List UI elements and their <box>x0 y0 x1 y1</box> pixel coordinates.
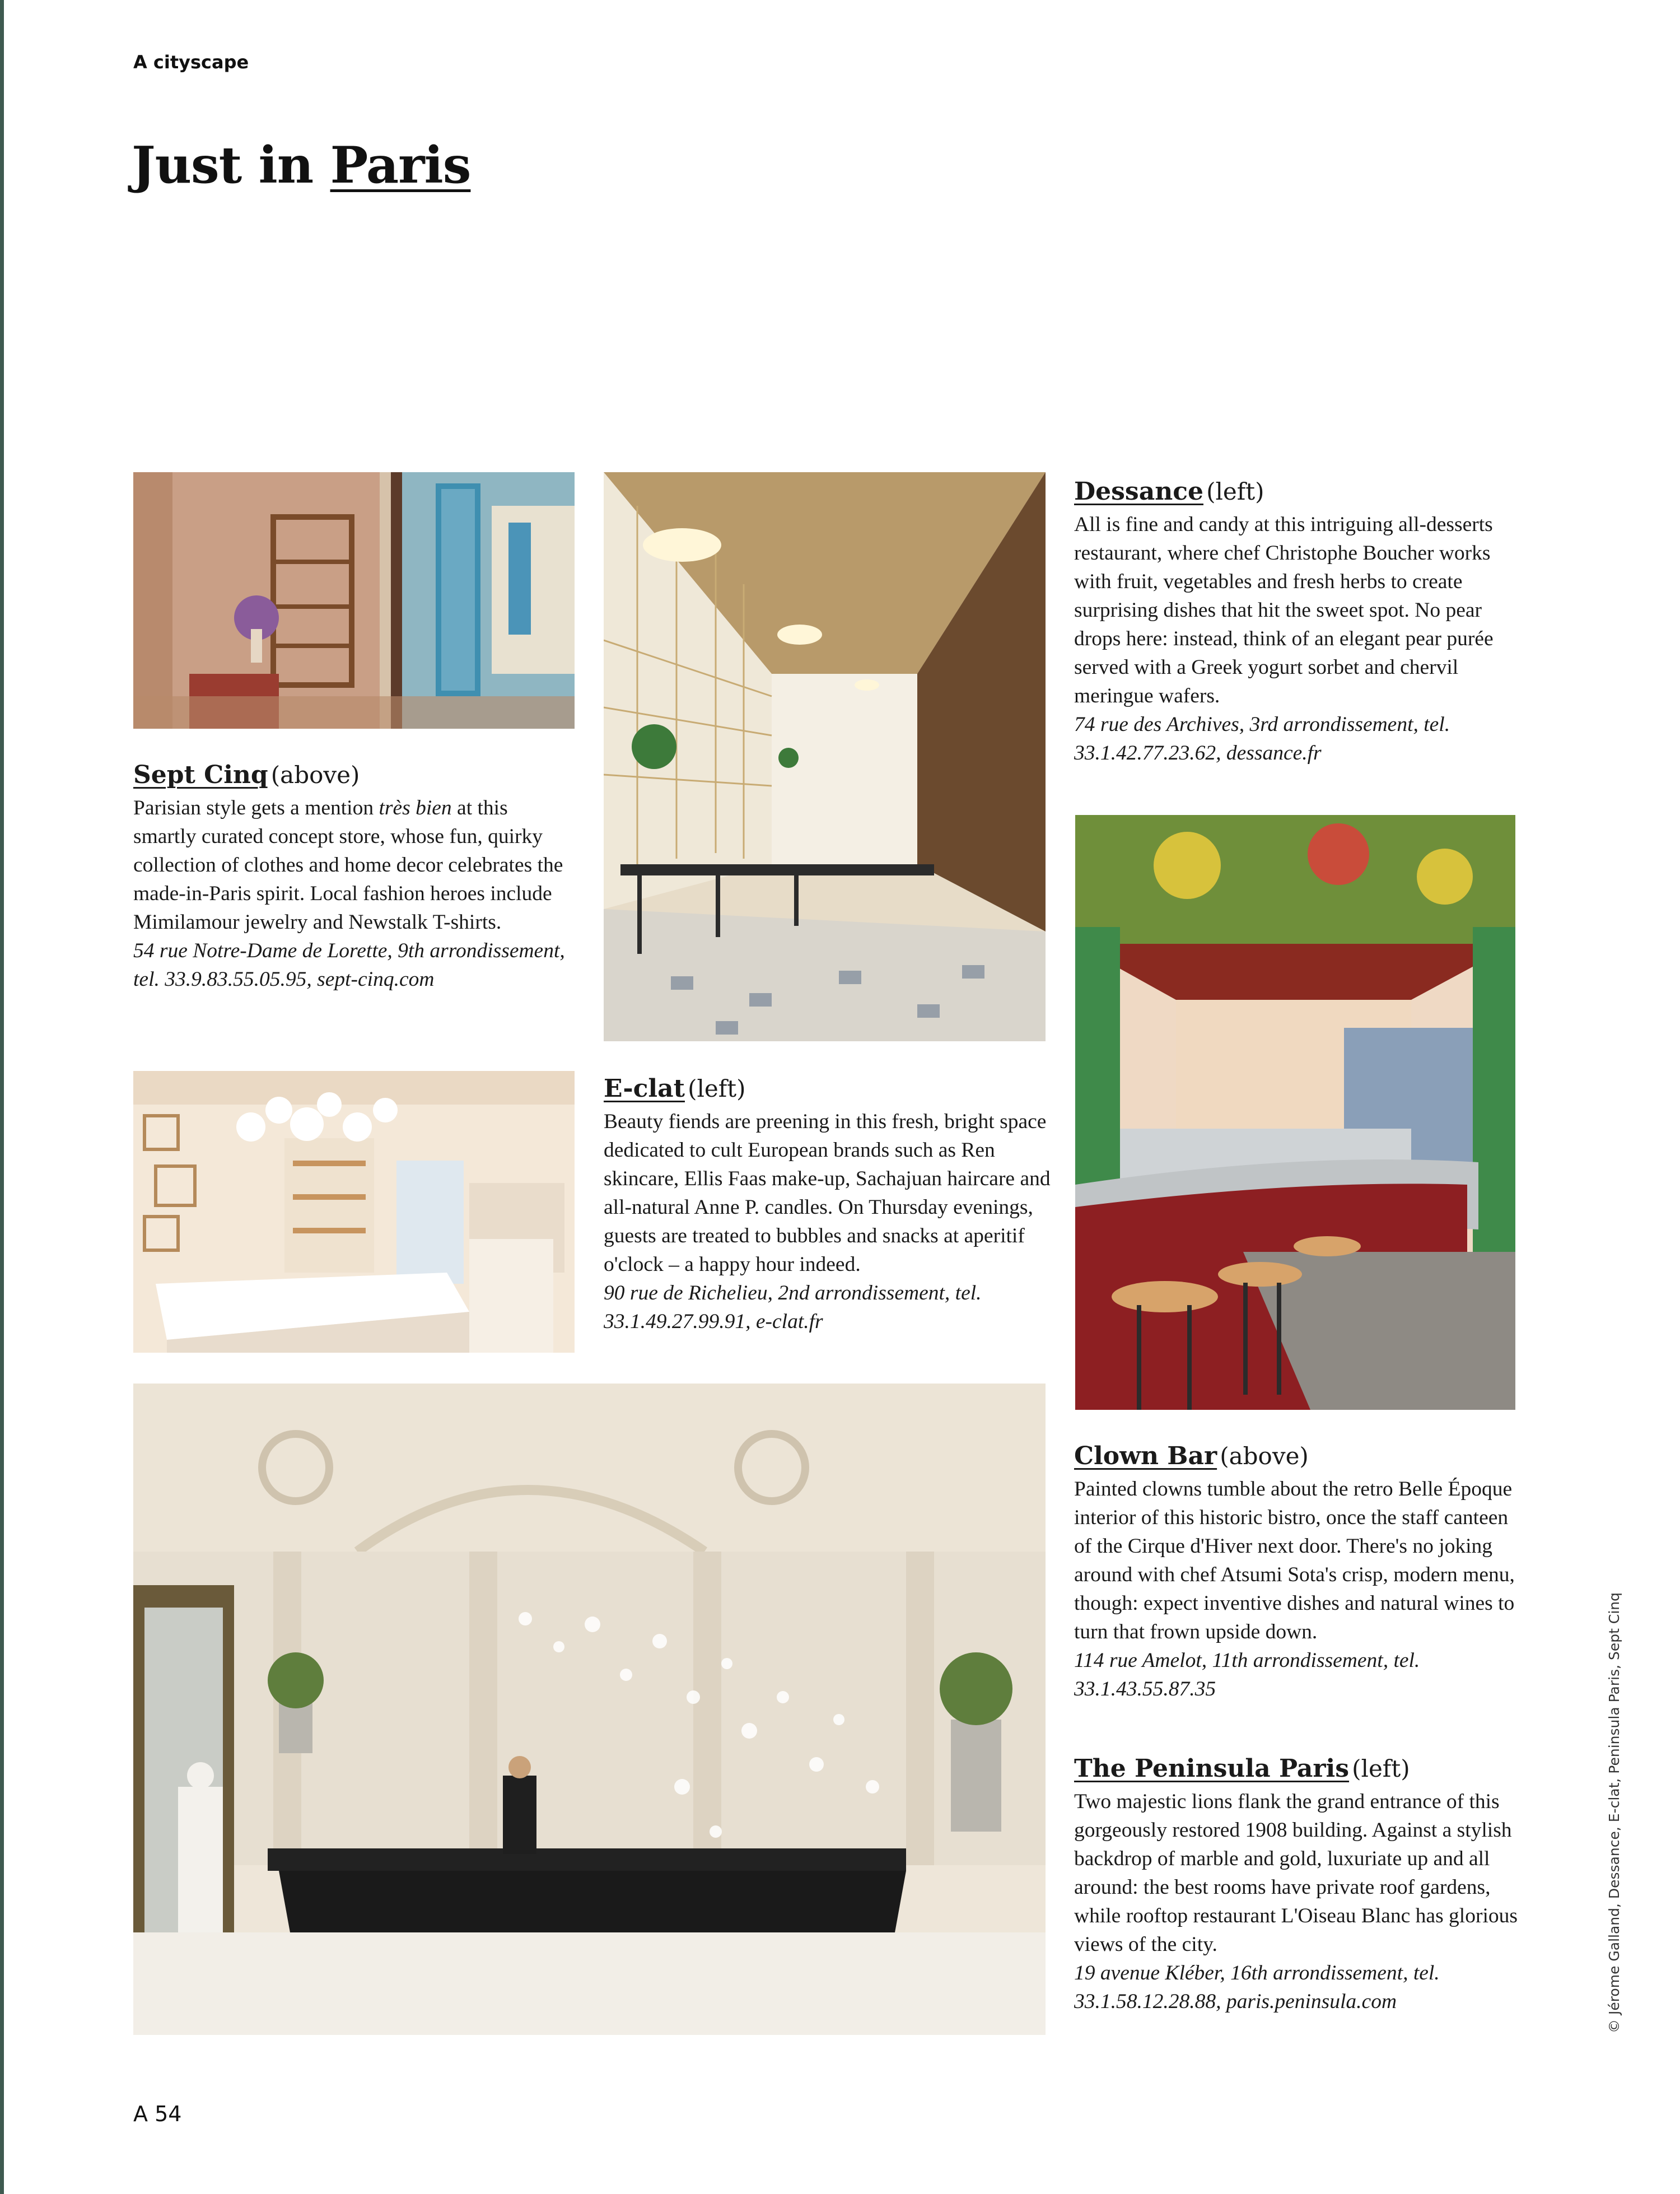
photo-peninsula <box>133 1384 1046 2035</box>
entry-address: 19 avenue Kléber, 16th arrondissement, tel. 33.1.58.12.28.88, paris.peninsula.com <box>1074 1961 1440 2013</box>
entry-heading <box>1074 477 1528 507</box>
entry-description: All is fine and candy at this intriguing all-desserts restaurant, where chef Christophe Boucher works with fruit, vegetables and fresh herbs to create surprising dishes that hit the sweet spot. No pear drops here: instead, think of an elegant pear purée served with a Greek yogurt sorbet and chervil meringue wafers. <box>1074 513 1494 707</box>
entry-position: (above) <box>270 761 360 789</box>
desc-part: at this smartly curated concept store, whose fun, quirky collection of clothes and home decor celebrates the made-in-Paris spirit. Local fashion heroes include Mimilamour jewelry and Newstalk T-shirts. <box>133 796 563 934</box>
photo-clown-bar <box>1075 815 1515 1410</box>
entry-name: Dessance <box>1074 477 1203 506</box>
page-number: A 54 <box>133 2102 182 2126</box>
title-prefix: Just in <box>132 136 314 195</box>
entry-heading <box>604 1074 1052 1104</box>
desc-emphasis: très bien <box>379 796 452 819</box>
entry-position: (above) <box>1220 1442 1309 1470</box>
entry-heading <box>133 761 576 790</box>
entry-position: (left) <box>1206 478 1264 505</box>
entry-clown-bar <box>1074 1442 1528 1703</box>
title-city: Paris <box>330 136 471 195</box>
entry-name: Clown Bar <box>1074 1442 1217 1470</box>
photo-credit: © Jérome Galland, Dessance, E-clat, Peninsula Paris, Sept Cinq <box>1606 1592 1622 2033</box>
entry-dessance <box>1074 477 1528 767</box>
section-label: A cityscape <box>133 52 249 73</box>
desc-part: Parisian style gets a mention <box>133 796 379 819</box>
entry-name: Sept Cinq <box>133 761 268 789</box>
photo-dessance <box>604 472 1046 1041</box>
entry-name: E-clat <box>604 1074 685 1103</box>
page-title <box>132 136 470 195</box>
entry-name: The Peninsula Paris <box>1074 1754 1350 1783</box>
photo-e-clat <box>133 1071 575 1353</box>
entry-e-clat <box>604 1074 1052 1336</box>
page-edge-strip <box>0 0 4 2194</box>
entry-peninsula <box>1074 1754 1528 2016</box>
entry-position: (left) <box>1352 1755 1410 1782</box>
entry-address: 74 rue des Archives, 3rd arrondissement, tel. 33.1.42.77.23.62, dessance.fr <box>1074 712 1450 765</box>
entry-heading <box>1074 1442 1528 1471</box>
entry-description: Two majestic lions flank the grand entrance of this gorgeously restored 1908 building. Against a stylish backdrop of marble and gold, luxuriate up and all around: the best rooms have private roof gardens, while rooftop restaurant L'Oiseau Blanc has glorious views of the city. <box>1074 1790 1518 1956</box>
photo-sept-cinq <box>133 472 575 729</box>
entry-heading <box>1074 1754 1528 1784</box>
entry-address: 54 rue Notre-Dame de Lorette, 9th arrondissement, tel. 33.9.83.55.05.95, sept-cinq.com <box>133 939 565 991</box>
entry-position: (left) <box>688 1075 746 1102</box>
entry-address: 90 rue de Richelieu, 2nd arrondissement, tel. 33.1.49.27.99.91, e-clat.fr <box>604 1281 982 1333</box>
entry-description: Painted clowns tumble about the retro Belle Époque interior of this historic bistro, once the staff canteen of the Cirque d'Hiver next door. There's no joking around with chef Atsumi Sota's crisp, modern menu, though: expect inventive dishes and natural wines to turn that frown upside down. <box>1074 1477 1515 1643</box>
entry-sept-cinq <box>133 761 576 994</box>
entry-description <box>133 794 576 937</box>
entry-description: Beauty fiends are preening in this fresh, bright space dedicated to cult European brands such as Ren skincare, Ellis Faas make-up, Sachajuan haircare and all-natural Anne P. candles. On Thursday evenings, guests are treated to bubbles and snacks at aperitif o'clock – a happy hour indeed. <box>604 1110 1051 1276</box>
entry-address: 114 rue Amelot, 11th arrondissement, tel. 33.1.43.55.87.35 <box>1074 1648 1420 1701</box>
